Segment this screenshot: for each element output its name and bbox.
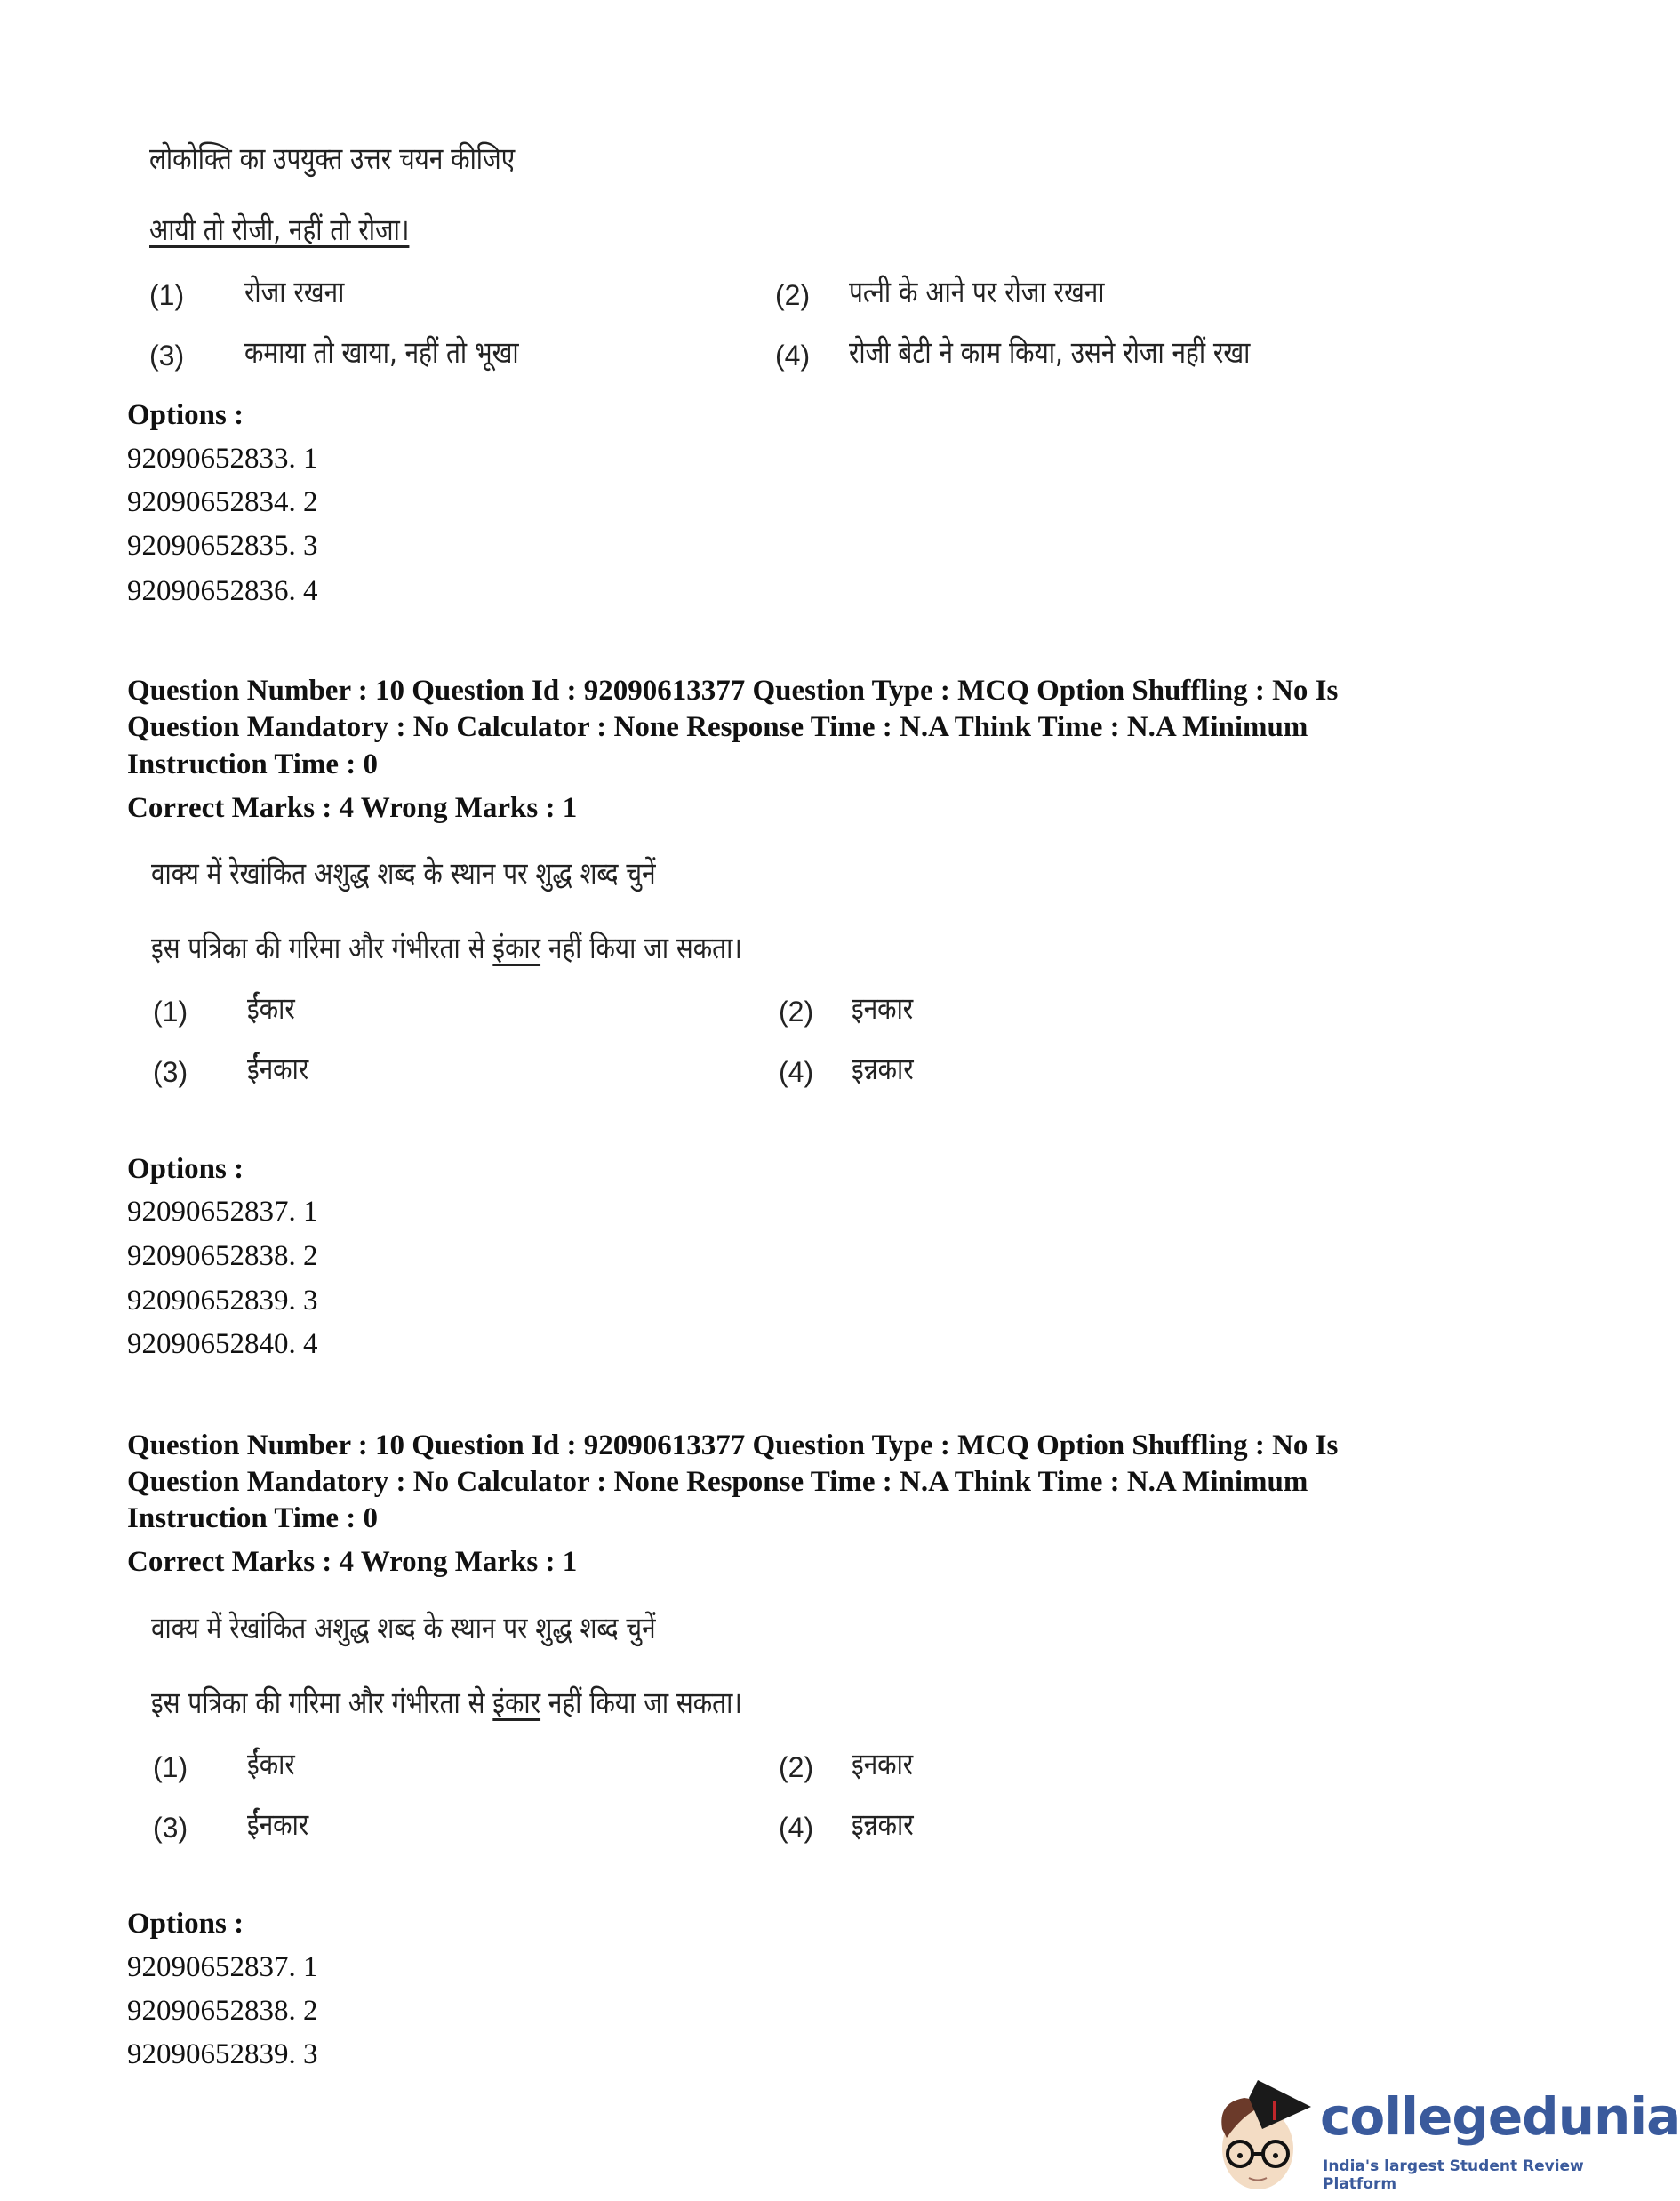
question-sentence: आयी तो रोजी, नहीं तो रोजा। xyxy=(149,212,410,248)
choice-number: (4) xyxy=(779,1812,814,1844)
choice-text: रोजी बेटी ने काम किया, उसने रोजा नहीं रखा xyxy=(849,335,1251,371)
option-item: 92090652840. 4 xyxy=(127,1328,318,1360)
question-meta: Instruction Time : 0 xyxy=(127,748,379,780)
choice-text: ईंनकार xyxy=(247,1807,309,1843)
options-label: Options : xyxy=(127,399,244,431)
choice-text: कमाया तो खाया, नहीं तो भूखा xyxy=(244,335,519,371)
option-item: 92090652837. 1 xyxy=(127,1951,318,1983)
options-label: Options : xyxy=(127,1153,244,1185)
option-item: 92090652835. 3 xyxy=(127,530,318,562)
option-item: 92090652839. 3 xyxy=(127,2038,318,2070)
option-item: 92090652838. 2 xyxy=(127,1240,318,1272)
logo-tagline: India's largest Student Review Platform xyxy=(1323,2157,1584,2193)
logo-brand: collegedunia xyxy=(1320,2086,1680,2147)
question-sentence xyxy=(151,1685,742,1721)
choice-number: (3) xyxy=(153,1056,188,1088)
question-marks: Correct Marks : 4 Wrong Marks : 1 xyxy=(127,1546,578,1578)
option-item: 92090652837. 1 xyxy=(127,1196,318,1228)
mascot-icon xyxy=(1209,2076,1316,2196)
underlined-word: इंकार xyxy=(492,931,541,966)
choice-text: ईंकार xyxy=(247,991,295,1027)
choice-text: ईंनकार xyxy=(247,1052,309,1087)
options-label: Options : xyxy=(127,1908,244,1940)
sentence-part: इस पत्रिका की गरिमा और गंभीरता से xyxy=(151,1685,493,1721)
question-meta: Question Mandatory : No Calculator : None Response Time : N.A Think Time : N.A Minimum xyxy=(127,1466,1308,1498)
question-instruction: वाक्य में रेखांकित अशुद्ध शब्द के स्थान पर शुद्ध शब्द चुनें xyxy=(151,1611,656,1646)
choice-number: (1) xyxy=(149,279,185,311)
choice-number: (3) xyxy=(149,340,185,372)
choice-number: (1) xyxy=(153,996,188,1028)
choice-number: (2) xyxy=(779,996,814,1028)
choice-number: (1) xyxy=(153,1751,188,1783)
choice-text: इनकार xyxy=(852,991,914,1027)
sentence-part: नहीं किया जा सकता। xyxy=(540,931,742,966)
question-meta: Instruction Time : 0 xyxy=(127,1502,379,1534)
question-meta: Question Number : 10 Question Id : 92090613377 Question Type : MCQ Option Shuffling : No Is xyxy=(127,1429,1339,1461)
choice-text: इन्नकार xyxy=(852,1807,914,1843)
sentence-part: इस पत्रिका की गरिमा और गंभीरता से xyxy=(151,931,493,966)
choice-text: पत्नी के आने पर रोजा रखना xyxy=(849,275,1105,310)
choice-number: (2) xyxy=(775,279,811,311)
choice-number: (4) xyxy=(775,340,811,372)
question-meta: Question Mandatory : No Calculator : None Response Time : N.A Think Time : N.A Minimum xyxy=(127,711,1308,743)
question-sentence xyxy=(151,933,742,964)
underlined-word: इंकार xyxy=(492,1685,541,1721)
sentence-part: नहीं किया जा सकता। xyxy=(540,1685,742,1721)
option-item: 92090652838. 2 xyxy=(127,1995,318,2027)
question-marks: Correct Marks : 4 Wrong Marks : 1 xyxy=(127,792,578,824)
choice-number: (3) xyxy=(153,1812,188,1844)
choice-text: ईंकार xyxy=(247,1747,295,1782)
option-item: 92090652833. 1 xyxy=(127,443,318,475)
option-item: 92090652834. 2 xyxy=(127,486,318,518)
collegedunia-logo xyxy=(1209,2076,1680,2196)
choice-text: रोजा रखना xyxy=(244,275,345,310)
question-meta: Question Number : 10 Question Id : 92090613377 Question Type : MCQ Option Shuffling : No Is xyxy=(127,675,1339,707)
choice-text: इनकार xyxy=(852,1747,914,1782)
choice-number: (4) xyxy=(779,1056,814,1088)
question-instruction: वाक्य में रेखांकित अशुद्ध शब्द के स्थान पर शुद्ध शब्द चुनें xyxy=(151,856,656,892)
option-item: 92090652836. 4 xyxy=(127,575,318,607)
option-item: 92090652839. 3 xyxy=(127,1285,318,1317)
choice-number: (2) xyxy=(779,1751,814,1783)
question-instruction: लोकोक्ति का उपयुक्त उत्तर चयन कीजिए xyxy=(149,141,516,177)
choice-text: इन्नकार xyxy=(852,1052,914,1087)
